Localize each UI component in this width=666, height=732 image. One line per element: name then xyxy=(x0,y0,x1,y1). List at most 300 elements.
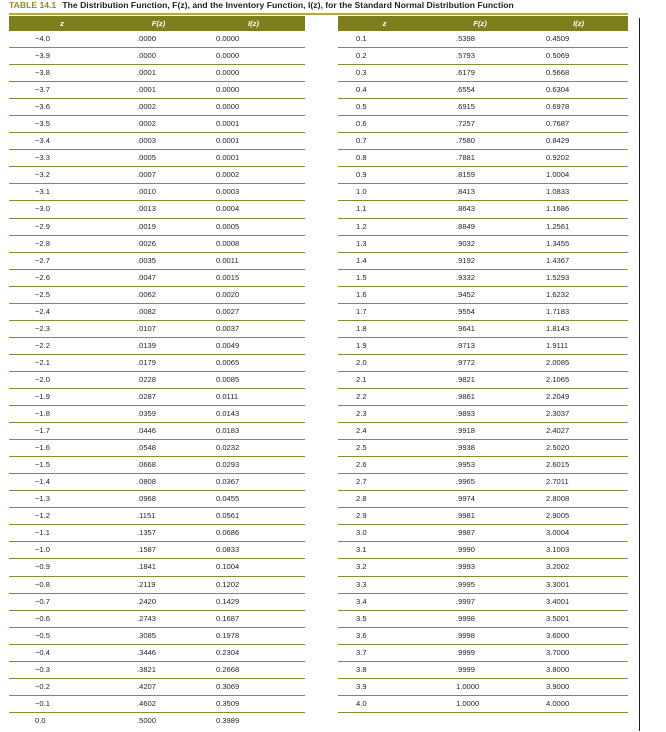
right-z-cell: 3.1 xyxy=(338,542,431,559)
left-z-cell: −1.1 xyxy=(9,525,115,542)
left-fz-cell: .1841 xyxy=(115,559,202,576)
table-row xyxy=(9,508,628,525)
right-z-cell: 2.3 xyxy=(338,406,431,423)
table-row xyxy=(9,695,628,712)
left-iz-cell: 0.0004 xyxy=(202,201,305,218)
left-iz-cell: 0.0183 xyxy=(202,423,305,440)
distribution-table xyxy=(9,16,628,729)
left-fz-cell: .4602 xyxy=(115,695,202,712)
right-iz-cell: 2.7011 xyxy=(529,474,628,491)
right-fz-cell: .7881 xyxy=(431,150,529,167)
left-iz-cell: 0.0833 xyxy=(202,542,305,559)
column-gap xyxy=(305,406,338,423)
column-gap xyxy=(305,269,338,286)
left-iz-cell: 0.0001 xyxy=(202,150,305,167)
right-z-cell: 3.2 xyxy=(338,559,431,576)
column-gap xyxy=(305,423,338,440)
table-row xyxy=(9,712,628,729)
right-iz-cell: 3.9000 xyxy=(529,678,628,695)
column-gap xyxy=(305,695,338,712)
right-fz-cell: .7580 xyxy=(431,133,529,150)
right-fz-cell: .9981 xyxy=(431,508,529,525)
right-iz-cell: 1.9111 xyxy=(529,337,628,354)
right-fz-cell: 1.0000 xyxy=(431,678,529,695)
right-z-cell: 1.0 xyxy=(338,184,431,201)
left-iz-cell: 0.1004 xyxy=(202,559,305,576)
right-fz-cell: .8413 xyxy=(431,184,529,201)
table-row xyxy=(9,388,628,405)
left-iz-cell: 0.0000 xyxy=(202,82,305,99)
column-gap xyxy=(305,320,338,337)
left-iz-cell: 0.2304 xyxy=(202,644,305,661)
table-row xyxy=(9,610,628,627)
right-iz-cell: 2.1065 xyxy=(529,371,628,388)
right-z-cell: 0.6 xyxy=(338,116,431,133)
table-row xyxy=(9,303,628,320)
right-z-cell: 3.0 xyxy=(338,525,431,542)
right-fz-cell: .9974 xyxy=(431,491,529,508)
left-fz-cell: .2119 xyxy=(115,576,202,593)
left-iz-cell: 0.1429 xyxy=(202,593,305,610)
left-z-cell: −2.3 xyxy=(9,320,115,337)
right-fz-cell: .9993 xyxy=(431,559,529,576)
left-z-cell: −1.9 xyxy=(9,388,115,405)
right-fz-cell: .7257 xyxy=(431,116,529,133)
left-z-cell: −2.7 xyxy=(9,252,115,269)
right-iz-cell: 1.6232 xyxy=(529,286,628,303)
right-z-cell: 2.1 xyxy=(338,371,431,388)
column-gap xyxy=(305,661,338,678)
right-z-cell: 1.9 xyxy=(338,337,431,354)
right-iz-cell: 1.7183 xyxy=(529,303,628,320)
right-iz-cell: 3.2002 xyxy=(529,559,628,576)
table-row xyxy=(9,593,628,610)
header-iz-right: I(z) xyxy=(529,16,628,31)
left-iz-cell: 0.0015 xyxy=(202,269,305,286)
left-z-cell: −2.0 xyxy=(9,371,115,388)
right-z-cell: 0.3 xyxy=(338,65,431,82)
left-fz-cell: .0000 xyxy=(115,31,202,48)
column-gap xyxy=(305,184,338,201)
right-z-cell: 3.9 xyxy=(338,678,431,695)
left-fz-cell: .1357 xyxy=(115,525,202,542)
right-z-cell: 1.1 xyxy=(338,201,431,218)
column-gap xyxy=(305,82,338,99)
table-row xyxy=(9,406,628,423)
left-z-cell: −1.4 xyxy=(9,474,115,491)
column-gap xyxy=(305,627,338,644)
table-row xyxy=(9,269,628,286)
left-fz-cell: .5000 xyxy=(137,715,157,725)
table-row xyxy=(9,525,628,542)
right-fz-cell: .9821 xyxy=(431,371,529,388)
table-row xyxy=(9,31,628,48)
right-iz-cell: 2.3037 xyxy=(529,406,628,423)
table-row xyxy=(9,133,628,150)
left-iz-cell: 0.0003 xyxy=(202,184,305,201)
left-fz-cell: .0228 xyxy=(115,371,202,388)
header-iz-left: I(z) xyxy=(202,16,305,31)
column-gap xyxy=(305,48,338,65)
right-fz-cell: .9998 xyxy=(431,627,529,644)
left-z-cell: −0.2 xyxy=(9,678,115,695)
column-gap xyxy=(305,133,338,150)
right-z-cell: 3.5 xyxy=(338,610,431,627)
left-iz-cell: 0.0085 xyxy=(202,371,305,388)
left-z-cell: −0.4 xyxy=(9,644,115,661)
right-fz-cell: .5793 xyxy=(431,48,529,65)
right-iz-cell: 1.1686 xyxy=(529,201,628,218)
left-iz-cell: 0.0143 xyxy=(202,406,305,423)
right-empty-cell xyxy=(338,712,431,729)
right-z-cell: 0.5 xyxy=(338,99,431,116)
column-gap xyxy=(305,371,338,388)
left-iz-cell: 0.0001 xyxy=(202,133,305,150)
left-z-cell: −1.3 xyxy=(9,491,115,508)
table-title: The Distribution Function, F(z), and the Inventory Function, I(z), for the Standard Normal Distribution Function xyxy=(62,0,514,10)
right-iz-cell: 3.7000 xyxy=(529,644,628,661)
column-gap xyxy=(305,678,338,695)
right-z-cell: 2.9 xyxy=(338,508,431,525)
left-z-cell: 0.0 xyxy=(35,715,46,725)
table-row xyxy=(9,627,628,644)
left-iz-cell: 0.0000 xyxy=(202,65,305,82)
left-fz-cell: .0548 xyxy=(115,440,202,457)
column-gap xyxy=(305,99,338,116)
right-fz-cell: .9861 xyxy=(431,388,529,405)
left-fz-cell: .4207 xyxy=(115,678,202,695)
right-iz-cell: 3.1003 xyxy=(529,542,628,559)
left-z-cell: −2.6 xyxy=(9,269,115,286)
right-fz-cell: .9997 xyxy=(431,593,529,610)
table-row xyxy=(9,201,628,218)
right-iz-cell: 3.0004 xyxy=(529,525,628,542)
left-iz-cell: 0.0065 xyxy=(202,354,305,371)
left-z-cell: −3.4 xyxy=(9,133,115,150)
table-caption xyxy=(9,0,514,10)
right-fz-cell: .9032 xyxy=(431,235,529,252)
right-iz-cell: 0.4509 xyxy=(529,31,628,48)
right-z-cell: 3.3 xyxy=(338,576,431,593)
right-iz-cell: 1.0004 xyxy=(529,167,628,184)
right-z-cell: 1.4 xyxy=(338,252,431,269)
left-z-cell: −3.0 xyxy=(9,201,115,218)
right-z-cell: 4.0 xyxy=(338,695,431,712)
table-row xyxy=(9,235,628,252)
left-z-cell: −2.1 xyxy=(9,354,115,371)
right-z-cell: 0.1 xyxy=(338,31,431,48)
table-row xyxy=(9,474,628,491)
column-gap xyxy=(305,235,338,252)
column-gap xyxy=(305,201,338,218)
table-row xyxy=(9,184,628,201)
right-z-cell: 2.5 xyxy=(338,440,431,457)
right-z-cell: 1.7 xyxy=(338,303,431,320)
right-iz-cell: 2.4027 xyxy=(529,423,628,440)
left-fz-cell: .0003 xyxy=(115,133,202,150)
left-iz-cell: 0.0001 xyxy=(202,116,305,133)
left-fz-cell: .0007 xyxy=(115,167,202,184)
right-iz-cell: 0.7687 xyxy=(529,116,628,133)
left-iz-cell: 0.1978 xyxy=(202,627,305,644)
right-fz-cell: .9452 xyxy=(431,286,529,303)
right-z-cell: 1.6 xyxy=(338,286,431,303)
left-fz-cell: .0446 xyxy=(115,423,202,440)
left-fz-cell: .3085 xyxy=(115,627,202,644)
left-fz-cell: .3446 xyxy=(115,644,202,661)
right-fz-cell: .8643 xyxy=(431,201,529,218)
left-z-cell: −3.1 xyxy=(9,184,115,201)
left-z-cell: −1.6 xyxy=(9,440,115,457)
right-iz-cell: 1.8143 xyxy=(529,320,628,337)
right-empty-cell xyxy=(431,712,529,729)
table-row xyxy=(9,678,628,695)
right-fz-cell: .6915 xyxy=(431,99,529,116)
table-row xyxy=(9,218,628,235)
right-z-cell: 1.8 xyxy=(338,320,431,337)
right-iz-cell: 0.9202 xyxy=(529,150,628,167)
column-gap xyxy=(305,167,338,184)
column-gap xyxy=(305,354,338,371)
left-iz-cell: 0.0686 xyxy=(202,525,305,542)
left-iz-cell: 0.0049 xyxy=(202,337,305,354)
left-iz-cell: 0.0000 xyxy=(202,48,305,65)
right-iz-cell: 4.0000 xyxy=(529,695,628,712)
left-fz-cell: .3821 xyxy=(115,661,202,678)
column-gap xyxy=(305,508,338,525)
right-fz-cell: .9987 xyxy=(431,525,529,542)
left-iz-cell: 0.0367 xyxy=(202,474,305,491)
left-fz-cell: .0001 xyxy=(115,82,202,99)
left-fz-cell: .1151 xyxy=(115,508,202,525)
right-iz-cell: 1.2561 xyxy=(529,218,628,235)
table-row xyxy=(9,82,628,99)
column-gap xyxy=(305,116,338,133)
right-z-cell: 2.8 xyxy=(338,491,431,508)
caption-rule xyxy=(9,13,628,15)
left-iz-cell: 0.2668 xyxy=(202,661,305,678)
left-z-cell: −1.2 xyxy=(9,508,115,525)
table-row xyxy=(9,252,628,269)
left-iz-cell: 0.1687 xyxy=(202,610,305,627)
right-iz-cell: 3.6000 xyxy=(529,627,628,644)
left-iz-cell: 0.0293 xyxy=(202,457,305,474)
right-fz-cell: .9772 xyxy=(431,354,529,371)
column-gap xyxy=(305,337,338,354)
column-gap xyxy=(305,712,338,729)
column-gap xyxy=(305,542,338,559)
right-fz-cell: .9554 xyxy=(431,303,529,320)
column-gap xyxy=(305,303,338,320)
header-fz-left: F(z) xyxy=(115,16,202,31)
table-row xyxy=(9,150,628,167)
left-z-cell: −0.8 xyxy=(9,576,115,593)
right-fz-cell: .9641 xyxy=(431,320,529,337)
left-z-cell: −0.1 xyxy=(9,695,115,712)
column-gap xyxy=(305,644,338,661)
table-body xyxy=(9,31,628,729)
left-z-cell: −0.9 xyxy=(9,559,115,576)
left-fz-cell: .0000 xyxy=(115,48,202,65)
left-z-cell: −3.6 xyxy=(9,99,115,116)
table-row xyxy=(9,644,628,661)
right-fz-cell: .9918 xyxy=(431,423,529,440)
header-fz-right: F(z) xyxy=(431,16,529,31)
right-fz-cell: .9995 xyxy=(431,576,529,593)
table-row xyxy=(9,286,628,303)
right-z-cell: 2.7 xyxy=(338,474,431,491)
page-edge-line xyxy=(639,18,640,731)
column-gap xyxy=(305,65,338,82)
left-fz-cell: .2743 xyxy=(115,610,202,627)
left-iz-cell: 0.3069 xyxy=(202,678,305,695)
right-fz-cell: .9965 xyxy=(431,474,529,491)
left-z-cell: −0.5 xyxy=(9,627,115,644)
table-row xyxy=(9,167,628,184)
left-z-cell: −1.0 xyxy=(9,542,115,559)
left-fz-cell: .0035 xyxy=(115,252,202,269)
left-fz-cell: .0002 xyxy=(115,99,202,116)
header-row xyxy=(9,16,628,31)
right-iz-cell: 0.8429 xyxy=(529,133,628,150)
right-iz-cell: 2.5020 xyxy=(529,440,628,457)
left-z-cell: −3.2 xyxy=(9,167,115,184)
right-fz-cell: .9893 xyxy=(431,406,529,423)
column-gap xyxy=(305,150,338,167)
table-row xyxy=(9,661,628,678)
left-fz-cell: .0019 xyxy=(115,218,202,235)
right-iz-cell: 1.4367 xyxy=(529,252,628,269)
left-iz-cell: 0.0232 xyxy=(202,440,305,457)
right-fz-cell: .8159 xyxy=(431,167,529,184)
left-fz-cell: .0047 xyxy=(115,269,202,286)
column-gap xyxy=(305,31,338,48)
column-gap xyxy=(305,593,338,610)
table-row xyxy=(9,99,628,116)
table-row xyxy=(9,116,628,133)
right-iz-cell: 1.3455 xyxy=(529,235,628,252)
left-fz-cell: .0179 xyxy=(115,354,202,371)
left-fz-cell: .0002 xyxy=(115,116,202,133)
left-fz-cell: .0968 xyxy=(115,491,202,508)
left-fz-cell: .0082 xyxy=(115,303,202,320)
table-row xyxy=(9,440,628,457)
right-empty-cell xyxy=(529,712,628,729)
left-z-cell: −0.6 xyxy=(9,610,115,627)
table-row xyxy=(9,320,628,337)
left-fz-cell: .0287 xyxy=(115,388,202,405)
right-iz-cell: 3.5001 xyxy=(529,610,628,627)
right-fz-cell: .6554 xyxy=(431,82,529,99)
left-z-cell: −3.3 xyxy=(9,150,115,167)
left-z-cell: −0.7 xyxy=(9,593,115,610)
right-z-cell: 1.5 xyxy=(338,269,431,286)
right-iz-cell: 2.0085 xyxy=(529,354,628,371)
right-iz-cell: 0.5668 xyxy=(529,65,628,82)
left-iz-cell: 0.3989 xyxy=(216,715,240,725)
column-gap xyxy=(305,491,338,508)
left-iz-cell: 0.0561 xyxy=(202,508,305,525)
table-row xyxy=(9,371,628,388)
left-iz-cell: 0.0000 xyxy=(202,99,305,116)
table-row xyxy=(9,337,628,354)
right-iz-cell: 3.8000 xyxy=(529,661,628,678)
right-iz-cell: 3.4001 xyxy=(529,593,628,610)
column-gap xyxy=(305,252,338,269)
left-z-cell: −4.0 xyxy=(9,31,115,48)
table-row xyxy=(9,48,628,65)
right-fz-cell: .9953 xyxy=(431,457,529,474)
left-iz-cell: 0.0008 xyxy=(202,235,305,252)
left-z-cell: −0.3 xyxy=(9,661,115,678)
right-z-cell: 0.8 xyxy=(338,150,431,167)
left-iz-cell: 0.0011 xyxy=(202,252,305,269)
left-z-cell: −2.8 xyxy=(9,235,115,252)
right-z-cell: 1.2 xyxy=(338,218,431,235)
left-fz-cell: .0001 xyxy=(115,65,202,82)
left-fz-cell: .0668 xyxy=(115,457,202,474)
left-iz-cell: 0.0037 xyxy=(202,320,305,337)
left-z-cell: −2.2 xyxy=(9,337,115,354)
right-z-cell: 2.6 xyxy=(338,457,431,474)
left-z-cell: −3.5 xyxy=(9,116,115,133)
right-fz-cell: .8849 xyxy=(431,218,529,235)
left-z-cell: −3.9 xyxy=(9,48,115,65)
left-z-cell: −2.5 xyxy=(9,286,115,303)
right-fz-cell: .9998 xyxy=(431,610,529,627)
left-iz-cell: 0.3509 xyxy=(202,695,305,712)
left-fz-cell: .0026 xyxy=(115,235,202,252)
right-fz-cell: .9713 xyxy=(431,337,529,354)
right-z-cell: 1.3 xyxy=(338,235,431,252)
right-z-cell: 0.9 xyxy=(338,167,431,184)
right-iz-cell: 2.9005 xyxy=(529,508,628,525)
left-fz-cell: .0808 xyxy=(115,474,202,491)
left-z-cell: −2.9 xyxy=(9,218,115,235)
header-z-right: z xyxy=(338,16,431,31)
right-iz-cell: 3.3001 xyxy=(529,576,628,593)
right-fz-cell: .5398 xyxy=(431,31,529,48)
right-fz-cell: .9999 xyxy=(431,661,529,678)
right-z-cell: 3.6 xyxy=(338,627,431,644)
left-z-cell: −2.4 xyxy=(9,303,115,320)
right-z-cell: 0.7 xyxy=(338,133,431,150)
left-iz-cell: 0.0027 xyxy=(202,303,305,320)
column-gap xyxy=(305,286,338,303)
table-row xyxy=(9,457,628,474)
right-iz-cell: 0.6304 xyxy=(529,82,628,99)
column-gap xyxy=(305,474,338,491)
table-row xyxy=(9,491,628,508)
left-iz-cell: 0.0000 xyxy=(202,31,305,48)
left-fz-cell: .0013 xyxy=(115,201,202,218)
column-gap xyxy=(305,457,338,474)
right-iz-cell: 0.6978 xyxy=(529,99,628,116)
right-iz-cell: 2.2049 xyxy=(529,388,628,405)
table-number: TABLE 14.1 xyxy=(9,0,57,10)
right-z-cell: 2.4 xyxy=(338,423,431,440)
right-z-cell: 0.4 xyxy=(338,82,431,99)
right-fz-cell: .9938 xyxy=(431,440,529,457)
left-iz-cell: 0.0111 xyxy=(202,388,305,405)
right-fz-cell: .6179 xyxy=(431,65,529,82)
column-gap xyxy=(305,610,338,627)
left-fz-cell: .0359 xyxy=(115,406,202,423)
right-iz-cell: 1.5293 xyxy=(529,269,628,286)
left-iz-cell: 0.0455 xyxy=(202,491,305,508)
left-fz-cell: .0005 xyxy=(115,150,202,167)
column-gap xyxy=(305,576,338,593)
